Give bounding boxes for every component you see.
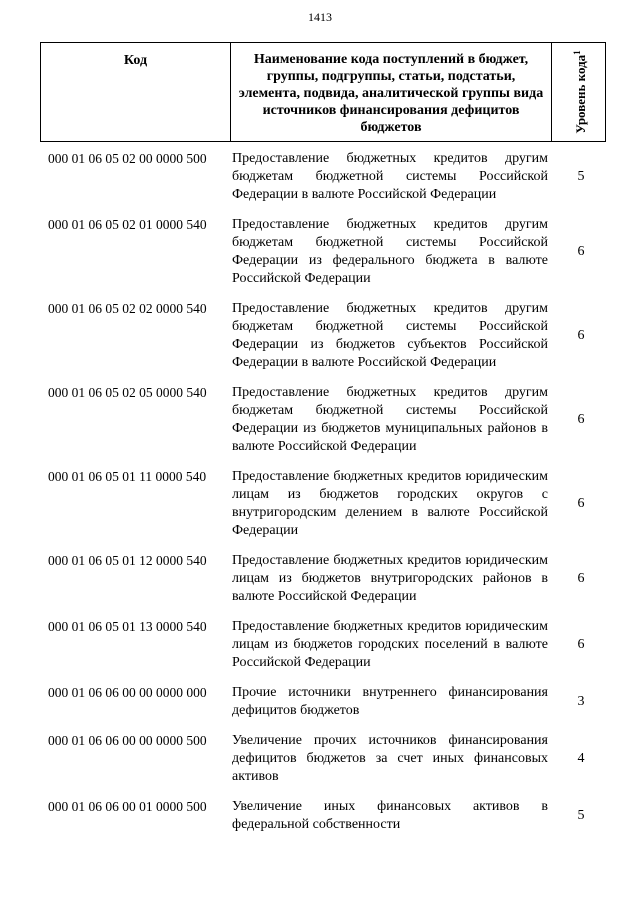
header-level-cell [552,43,605,141]
row-level: 6 [577,328,585,343]
table-row [40,618,606,672]
header-level [569,50,587,133]
table-row [40,216,606,288]
table-row [40,150,606,204]
row-name: Предоставление бюджетных кредитов юридическим лицам из бюджетов городских округов с внутригородским делением в валюте Российской Федерации [232,469,548,538]
row-level: 6 [577,244,585,259]
row-code: 000 01 06 05 02 00 0000 500 [48,151,207,166]
page-number: 1413 [308,10,332,24]
row-name: Предоставление бюджетных кредитов другим бюджетам бюджетной системы Российской Федерации в валюте Российской Федерации [232,151,548,202]
table-body [40,150,606,846]
row-code: 000 01 06 06 00 01 0000 500 [48,799,207,814]
row-name: Предоставление бюджетных кредитов юридическим лицам из бюджетов городских поселений в валюте Российской Федерации [232,619,548,670]
header-level-footnote: 1 [571,50,582,55]
row-code: 000 01 06 05 01 12 0000 540 [48,553,207,568]
row-level: 6 [577,637,585,652]
row-level: 5 [577,169,585,184]
table-row [40,684,606,720]
table-row [40,384,606,456]
table-header [40,42,606,142]
table-row [40,468,606,540]
row-code: 000 01 06 06 00 00 0000 500 [48,733,207,748]
row-name: Предоставление бюджетных кредитов другим бюджетам бюджетной системы Российской Федерации из федерального бюджета в валюте Российской Федерации [232,217,548,286]
row-level: 6 [577,571,585,586]
header-name: Наименование кода поступлений в бюджет, группы, подгруппы, статьи, подстатьи, элемента, подвида, аналитической группы вида источников финансирования дефицитов бюджетов [231,43,552,141]
header-code: Код [41,43,231,141]
row-code: 000 01 06 05 02 05 0000 540 [48,385,207,400]
row-code: 000 01 06 05 01 11 0000 540 [48,469,207,484]
row-code: 000 01 06 05 01 13 0000 540 [48,619,207,634]
table-row [40,300,606,372]
row-code: 000 01 06 06 00 00 0000 000 [48,685,207,700]
row-level: 6 [577,412,585,427]
row-level: 6 [577,496,585,511]
row-name: Прочие источники внутреннего финансирования дефицитов бюджетов [232,685,548,718]
row-level: 4 [577,751,585,766]
table-row [40,798,606,834]
table-row [40,732,606,786]
row-name: Предоставление бюджетных кредитов другим бюджетам бюджетной системы Российской Федерации из бюджетов субъектов Российской Федерации в валюте Российской Федерации [232,301,548,370]
row-name: Предоставление бюджетных кредитов другим бюджетам бюджетной системы Российской Федерации из бюджетов муниципальных районов в валюте Российской Федерации [232,385,548,454]
row-name: Увеличение иных финансовых активов в федеральной собственности [232,799,548,832]
row-code: 000 01 06 05 02 02 0000 540 [48,301,207,316]
row-code: 000 01 06 05 02 01 0000 540 [48,217,207,232]
header-level-label: Уровень кода [572,54,588,134]
table-row [40,552,606,606]
row-level: 3 [577,694,585,709]
row-name: Предоставление бюджетных кредитов юридическим лицам из бюджетов внутригородских районов в валюте Российской Федерации [232,553,548,604]
row-name: Увеличение прочих источников финансирования дефицитов бюджетов за счет иных финансовых активов [232,733,548,784]
row-level: 5 [577,808,585,823]
